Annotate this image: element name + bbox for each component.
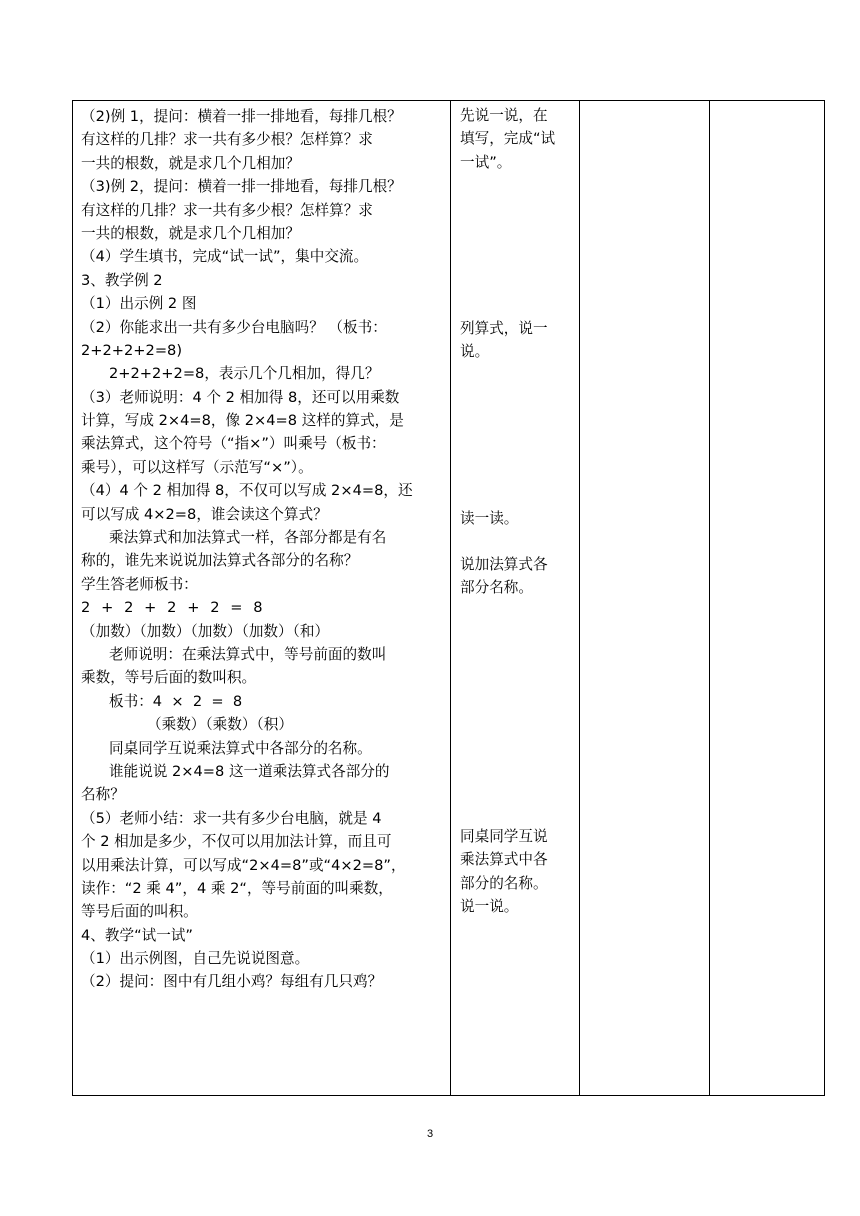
text-line: 说一说。: [460, 898, 519, 916]
empty-cell: [710, 101, 825, 1096]
text-line: 谁能说说 2×4=8 这一道乘法算式各部分的: [109, 762, 390, 780]
student-activity-cell: [451, 101, 580, 1096]
section-heading: 4、教学“试一试”: [81, 926, 193, 944]
text-line: （4）学生填书，完成“试一试”，集中交流。: [81, 248, 369, 266]
activity-note: [460, 104, 573, 174]
text-line: 填写，完成“试: [460, 130, 556, 148]
text-line: 乘法算式中各: [460, 851, 548, 869]
activity-note: [460, 507, 573, 530]
activity-note: [460, 553, 573, 600]
text-line: 可以写成 4×2=8，谁会读这个算式？: [81, 505, 328, 523]
text-line: 同桌同学互说: [460, 828, 548, 845]
addition-equation: 2 + 2 + 2 + 2 = 8: [81, 599, 264, 617]
text-line: 列算式，说一: [460, 320, 548, 337]
text-line: 同桌同学互说乘法算式中各部分的名称。: [109, 739, 372, 757]
text-line: （2）提问：图中有几组小鸡？每组有几只鸡？: [81, 973, 383, 991]
text-line: 等号后面的叫积。: [81, 903, 198, 921]
text-line: 部分的名称。: [460, 874, 548, 892]
text-line: （2)例 1，提问：横着一排一排地看，每排几根？: [81, 108, 402, 125]
text-line: 说。: [460, 343, 490, 361]
text-line: 计算，写成 2×4=8，像 2×4=8 这样的算式，是: [81, 412, 404, 430]
text-line: （3)例 2，提问：横着一排一排地看，每排几根？: [81, 178, 402, 196]
text-line: 部分名称。: [460, 579, 533, 597]
multiplication-part-names: （乘数）（乘数）（积）: [147, 716, 293, 734]
activity-note: [460, 317, 573, 364]
empty-cell: [580, 101, 710, 1096]
addition-part-names: （加数）（加数）（加数）（加数）（和）: [81, 622, 330, 640]
text-line: 2+2+2+2=8，表示几个几相加，得几？: [109, 365, 380, 383]
text-line: 乘法算式和加法算式一样，各部分都是有名: [109, 529, 387, 547]
text-line: 名称？: [81, 786, 125, 804]
text-line: 一共的根数，就是求几个几相加？: [81, 154, 300, 172]
text-line: 称的，谁先来说说加法算式各部分的名称？: [81, 552, 359, 570]
text-line: （2）你能求出一共有多少台电脑吗？ （板书：: [81, 318, 387, 336]
text-line: 老师说明：在乘法算式中，等号前面的数叫: [109, 645, 387, 663]
activity-note: [460, 825, 573, 919]
multiplication-equation: 板书：4 × 2 = 8: [109, 692, 243, 710]
text-line: 有这样的几排？求一共有多少根？怎样算？求: [81, 201, 373, 219]
text-line: 个 2 相加是多少，不仅可以用加法计算，而且可: [81, 833, 392, 851]
text-line: （1）出示例图，自己先说说图意。: [81, 950, 310, 968]
text-line: 2+2+2+2=8): [81, 341, 183, 359]
lesson-plan-table: [72, 100, 825, 1096]
text-line: 读一读。: [460, 510, 519, 527]
text-line: （5）老师小结：求一共有多少台电脑，就是 4: [81, 809, 382, 827]
text-line: 乘号），可以这样写（示范写“×”）。: [81, 458, 313, 476]
text-line: 乘法算式，这个符号（“指×”）叫乘号（板书：: [81, 435, 386, 453]
text-line: （1）出示例 2 图: [81, 295, 197, 313]
text-line: 先说一说，在: [460, 107, 548, 124]
section-heading: 3、教学例 2: [81, 271, 163, 289]
table-row: [73, 101, 825, 1096]
page-number: 3: [426, 1128, 434, 1140]
text-line: （4）4 个 2 相加得 8，不仅可以写成 2×4=8，还: [81, 482, 413, 500]
text-line: 读作：“2 乘 4”，4 乘 2“，等号前面的叫乘数，: [81, 879, 393, 897]
text-line: 一共的根数，就是求几个几相加？: [81, 224, 300, 242]
text-line: （3）老师说明：4 个 2 相加得 8，还可以用乘数: [81, 388, 400, 406]
text-line: 学生答老师板书：: [81, 575, 198, 593]
teaching-process-cell: [73, 101, 451, 1096]
text-line: 以用乘法计算，可以写成“2×4=8”或“4×2=8”，: [81, 856, 406, 874]
text-line: 一试”。: [460, 153, 512, 171]
text-line: 乘数，等号后面的数叫积。: [81, 669, 257, 687]
text-line: 说加法算式各: [460, 556, 548, 573]
text-line: 有这样的几排？求一共有多少根？怎样算？求: [81, 131, 373, 149]
